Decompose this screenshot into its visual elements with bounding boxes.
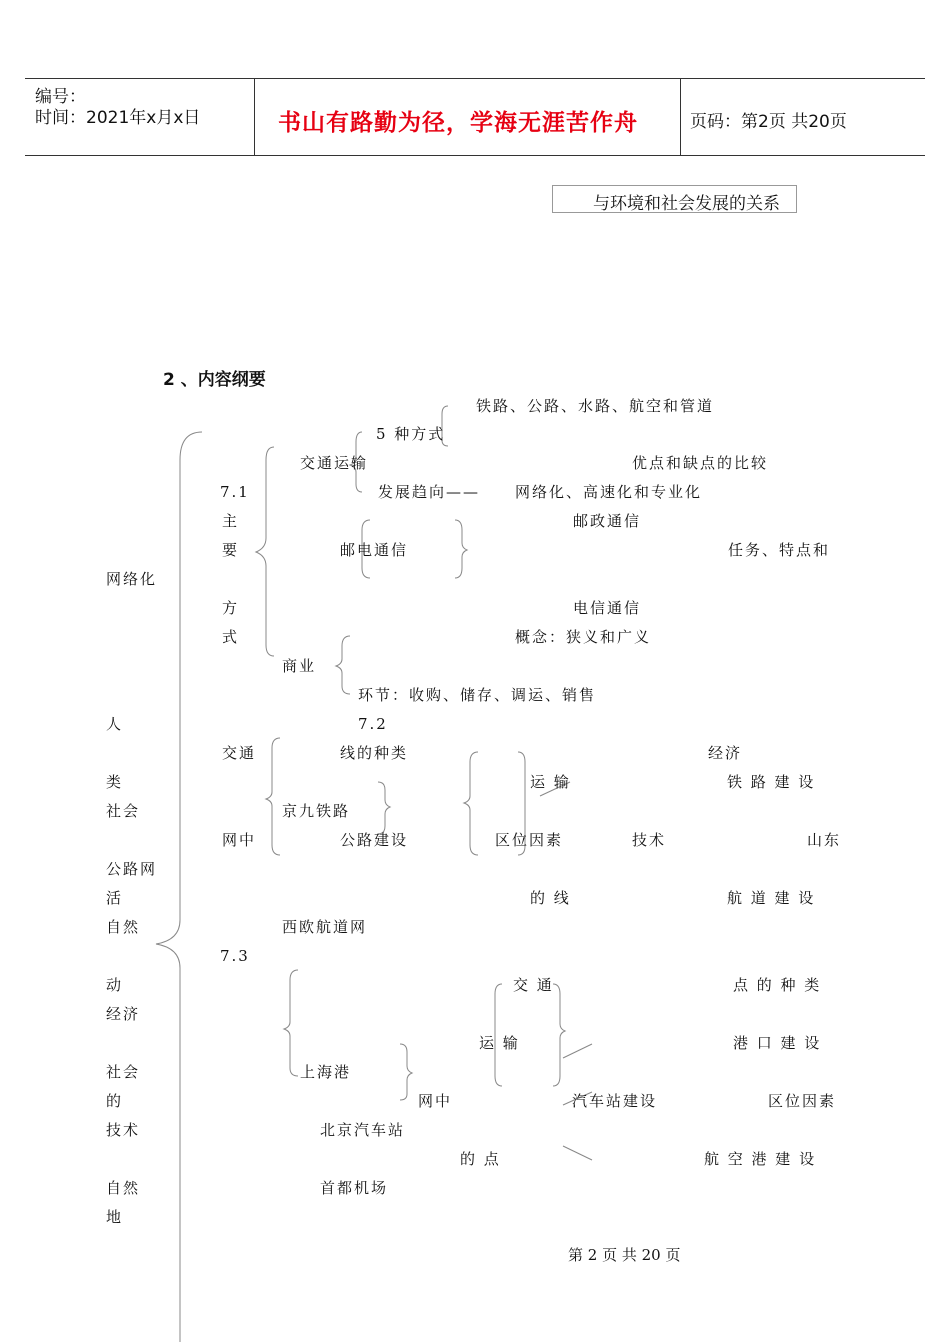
outline-five-modes: 5 种方式 — [376, 425, 446, 443]
outline-railway-build: 铁 路 建 设 — [727, 773, 816, 791]
outline-char-shi: 式 — [222, 628, 240, 646]
outline-society-2: 社会 — [106, 1063, 141, 1081]
section-heading: 2 、内容纲要 — [163, 370, 266, 390]
outline-de-dian: 的 点 — [460, 1150, 501, 1168]
outline-west-europe-waterway: 西欧航道网 — [282, 918, 368, 936]
outline-modes-list: 铁路、公路、水路、航空和管道 — [476, 397, 715, 415]
brace-line-mid — [378, 782, 390, 834]
outline-bus-station-build: 汽车站建设 — [572, 1092, 658, 1110]
serial-label: 编号： — [35, 87, 86, 107]
outline-char-ren: 人 — [106, 715, 124, 733]
outline-transport: 交通运输 — [300, 454, 369, 472]
outline-waterway-build: 航 道 建 设 — [727, 889, 816, 907]
outline-road-build: 公路建设 — [340, 831, 409, 849]
outline-technology-left: 技术 — [106, 1121, 141, 1139]
outline-jiaotong-2: 交 通 — [513, 976, 554, 994]
outline-postal: 邮政通信 — [573, 512, 642, 530]
outline-char-dong: 动 — [106, 976, 124, 994]
outline-char-lei: 类 — [106, 773, 124, 791]
outline-technology-right: 技术 — [632, 831, 667, 849]
outline-char-zhu: 主 — [222, 512, 240, 530]
outline-jiaotong: 交通 — [222, 744, 257, 762]
outline-section-73: 7.3 — [220, 947, 250, 965]
outline-wangzhong-2: 网中 — [418, 1092, 453, 1110]
brace-line-factor-left — [464, 752, 478, 855]
page-info: 页码：第2页 共20页 — [690, 112, 847, 132]
outline-concept: 概念：狭义和广义 — [515, 628, 652, 646]
outline-yunshu-2: 运 输 — [479, 1034, 520, 1052]
outline-economy-right: 经济 — [708, 744, 743, 762]
outline-char-yao: 要 — [222, 541, 240, 559]
page-footer: 第 2 页 共 20 页 — [568, 1246, 681, 1264]
outline-char-fang: 方 — [222, 599, 240, 617]
brace-point-mid — [400, 1044, 412, 1100]
outline-commerce: 商业 — [282, 657, 317, 675]
outline-post-telecom: 邮电通信 — [340, 541, 409, 559]
outline-airport-build: 航 空 港 建 设 — [704, 1150, 817, 1168]
outline-society-1: 社会 — [106, 802, 141, 820]
brace-71 — [256, 447, 274, 656]
outline-road-network: 公路网 — [106, 860, 158, 878]
outline-shandong: 山东 — [807, 831, 842, 849]
outline-section-72: 7.2 — [358, 715, 388, 733]
outline-links: 环节：收购、储存、调运、销售 — [358, 686, 597, 704]
outline-nature-1: 自然 — [106, 918, 141, 936]
outline-char-de: 的 — [106, 1092, 124, 1110]
outline-task-features: 任务、特点和 — [728, 541, 831, 559]
outline-beijing-bus-station: 北京汽车站 — [320, 1121, 406, 1139]
outline-point-types: 点 的 种 类 — [733, 976, 822, 994]
outline-capital-airport: 首都机场 — [320, 1179, 389, 1197]
outline-yunshu-1: 运 输 — [530, 773, 571, 791]
outline-wangzhong-1: 网中 — [222, 831, 257, 849]
outline-char-huo: 活 — [106, 889, 124, 907]
outline-port-build: 港 口 建 设 — [733, 1034, 822, 1052]
outline-location-factor-1: 区位因素 — [495, 831, 564, 849]
outline-line-types: 线的种类 — [340, 744, 409, 762]
outline-trend: 发展趋向—— — [378, 483, 481, 501]
outline-trend-detail: 网络化、高速化和专业化 — [515, 483, 703, 501]
outline-de-xian: 的 线 — [530, 889, 571, 907]
outline-location-factor-2: 区位因素 — [768, 1092, 837, 1110]
outline-economy-left: 经济 — [106, 1005, 141, 1023]
brace-point-left — [284, 970, 298, 1076]
outline-nature-2: 自然 — [106, 1179, 141, 1197]
outline-char-di: 地 — [106, 1208, 124, 1226]
outline-pros-cons: 优点和缺点的比较 — [632, 454, 769, 472]
brace-post-right — [455, 520, 467, 578]
main-brace — [156, 432, 202, 1342]
boxed-title-text: 与环境和社会发展的关系 — [593, 194, 780, 214]
outline-section-71: 7.1 — [220, 483, 250, 501]
outline-telecom: 电信通信 — [573, 599, 642, 617]
brace-line-left — [266, 738, 280, 855]
brace-commerce — [336, 636, 350, 694]
time-label: 时间：2021年x月x日 — [35, 108, 201, 128]
outline-networking: 网络化 — [106, 570, 158, 588]
motto: 书山有路勤为径，学海无涯苦作舟 — [278, 110, 638, 136]
brace-point-factor-right — [553, 984, 565, 1086]
outline-shanghai-port: 上海港 — [300, 1063, 352, 1081]
outline-jingjiu-railway: 京九铁路 — [282, 802, 351, 820]
